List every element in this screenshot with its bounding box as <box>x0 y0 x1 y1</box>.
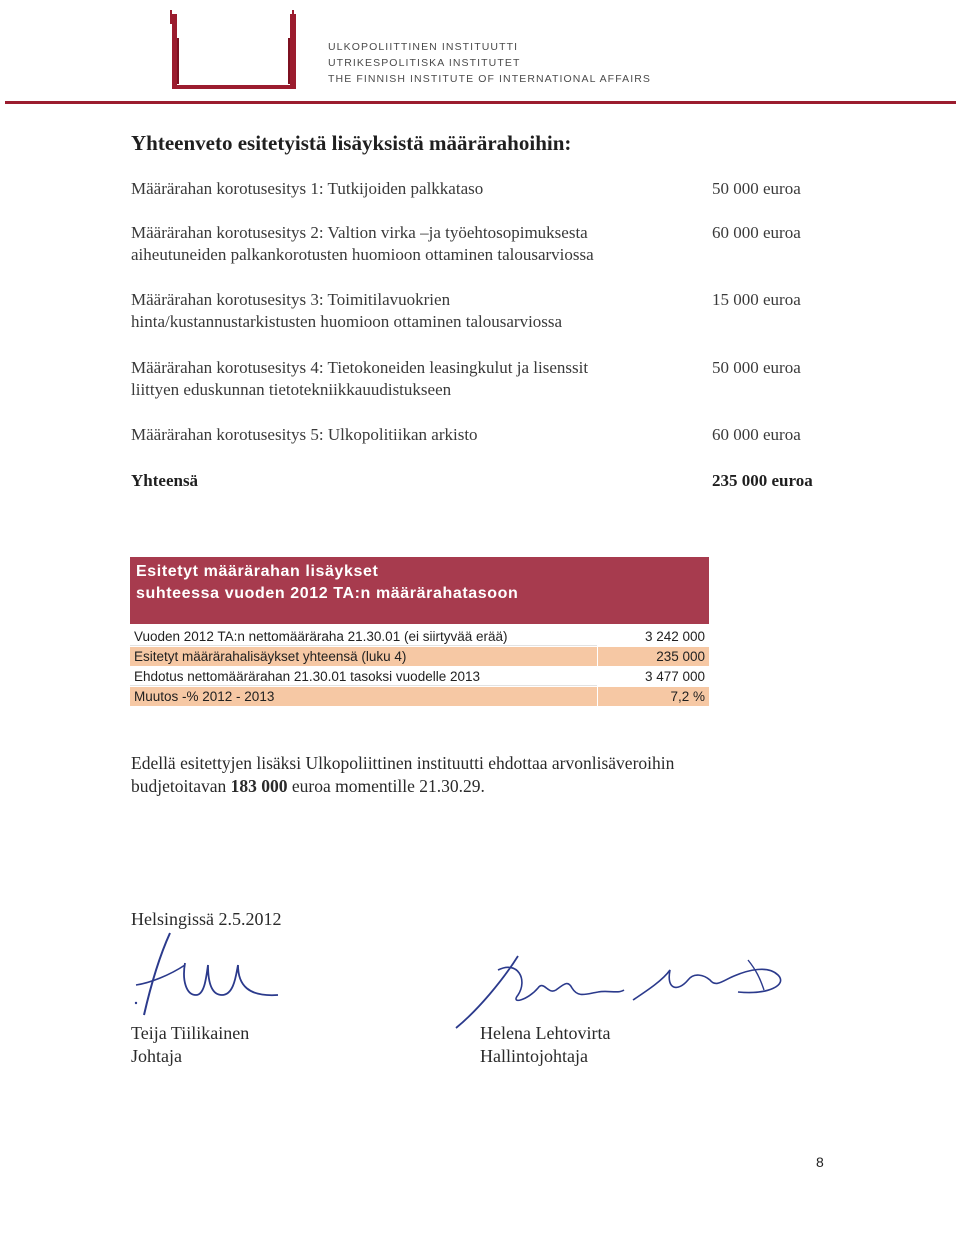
item-2 <box>131 222 691 266</box>
page-number: 8 <box>816 1154 824 1170</box>
total-amount: 235 000 euroa <box>712 471 813 490</box>
table-header-line-2: suhteessa vuoden 2012 TA:n määrärahatasoon <box>136 585 519 602</box>
vat-paragraph-line-1: Edellä esitettyjen lisäksi Ulkopoliittinen instituutti ehdottaa arvonlisäveroihin <box>131 753 675 773</box>
item-5 <box>131 424 691 446</box>
signatory-2-title: Hallintojohtaja <box>480 1046 588 1066</box>
institute-name-sv: UTRIKESPOLITISKA INSTITUTET <box>328 57 521 69</box>
signatory-2-name: Helena Lehtovirta <box>480 1023 611 1043</box>
table-row-label: Vuoden 2012 TA:n nettomääräraha 21.30.01 (ei siirtyvää erää) <box>130 627 597 646</box>
item-3-amount: 15 000 euroa <box>712 290 801 309</box>
table-row <box>130 667 709 686</box>
item-2-line-1: Määrärahan korotusesitys 2: Valtion virka –ja työehtosopimuksesta <box>131 223 588 242</box>
table-row-label: Muutos -% 2012 - 2013 <box>130 687 597 706</box>
signature-lehtovirta <box>448 950 798 1030</box>
signature-tiilikainen <box>130 925 290 1020</box>
institute-name-fi: ULKOPOLIITTINEN INSTITUUTTI <box>328 41 519 53</box>
signatory-2 <box>480 1022 610 1068</box>
item-1-line-1: Määrärahan korotusesitys 1: Tutkijoiden palkkataso <box>131 179 484 198</box>
item-3 <box>131 289 691 333</box>
table-row-value: 3 477 000 <box>644 669 705 684</box>
page-title: Yhteenveto esitetyistä lisäyksistä määrärahoihin: <box>131 131 572 155</box>
signatory-1-name: Teija Tiilikainen <box>131 1023 250 1043</box>
institute-name-en: THE FINNISH INSTITUTE OF INTERNATIONAL AFFAIRS <box>328 73 652 85</box>
header-rule <box>5 101 956 104</box>
table-row <box>130 627 709 646</box>
table-row-label: Ehdotus nettomäärärahan 21.30.01 tasoksi vuodelle 2013 <box>130 667 597 686</box>
table-header-line-1: Esitetyt määrärahan lisäykset <box>136 563 379 580</box>
item-4-line-1: Määrärahan korotusesitys 4: Tietokoneiden leasingkulut ja lisenssit <box>131 358 589 377</box>
place-date: Helsingissä 2.5.2012 <box>131 909 282 929</box>
table-row <box>130 647 709 666</box>
vat-paragraph-line-2 <box>131 775 771 798</box>
item-4-amount: 50 000 euroa <box>712 358 801 377</box>
table-row <box>130 687 709 706</box>
table-row-value: 235 000 <box>598 647 709 666</box>
item-3-line-2: hinta/kustannustarkistusten huomioon ottaminen talousarviossa <box>131 312 563 331</box>
budget-table <box>130 557 709 707</box>
vat-paragraph <box>131 752 771 798</box>
vat-text-after: euroa momentille 21.30.29. <box>287 776 485 796</box>
item-5-line-1: Määrärahan korotusesitys 5: Ulkopolitiikan arkisto <box>131 425 478 444</box>
table-row-value: 7,2 % <box>598 687 709 706</box>
item-4 <box>131 357 691 401</box>
item-2-amount: 60 000 euroa <box>712 223 801 242</box>
item-5-amount: 60 000 euroa <box>712 425 801 444</box>
item-1-amount: 50 000 euroa <box>712 179 801 198</box>
signatory-1 <box>131 1022 249 1068</box>
vat-text-before: budjetoitavan <box>131 776 231 796</box>
signatory-1-title: Johtaja <box>131 1046 182 1066</box>
item-4-line-2: liittyen eduskunnan tietotekniikkauudistukseen <box>131 380 452 399</box>
table-header <box>130 557 709 624</box>
item-1 <box>131 178 691 200</box>
item-2-line-2: aiheutuneiden palkankorotusten huomioon ottaminen talousarviossa <box>131 245 594 264</box>
table-row-label: Esitetyt määrärahalisäykset yhteensä (luku 4) <box>130 647 597 666</box>
table-row-value: 3 242 000 <box>644 629 705 644</box>
item-3-line-1: Määrärahan korotusesitys 3: Toimitilavuokrien <box>131 290 451 309</box>
total-label: Yhteensä <box>131 471 199 490</box>
institute-logo <box>166 8 306 90</box>
vat-amount: 183 000 <box>230 776 288 796</box>
